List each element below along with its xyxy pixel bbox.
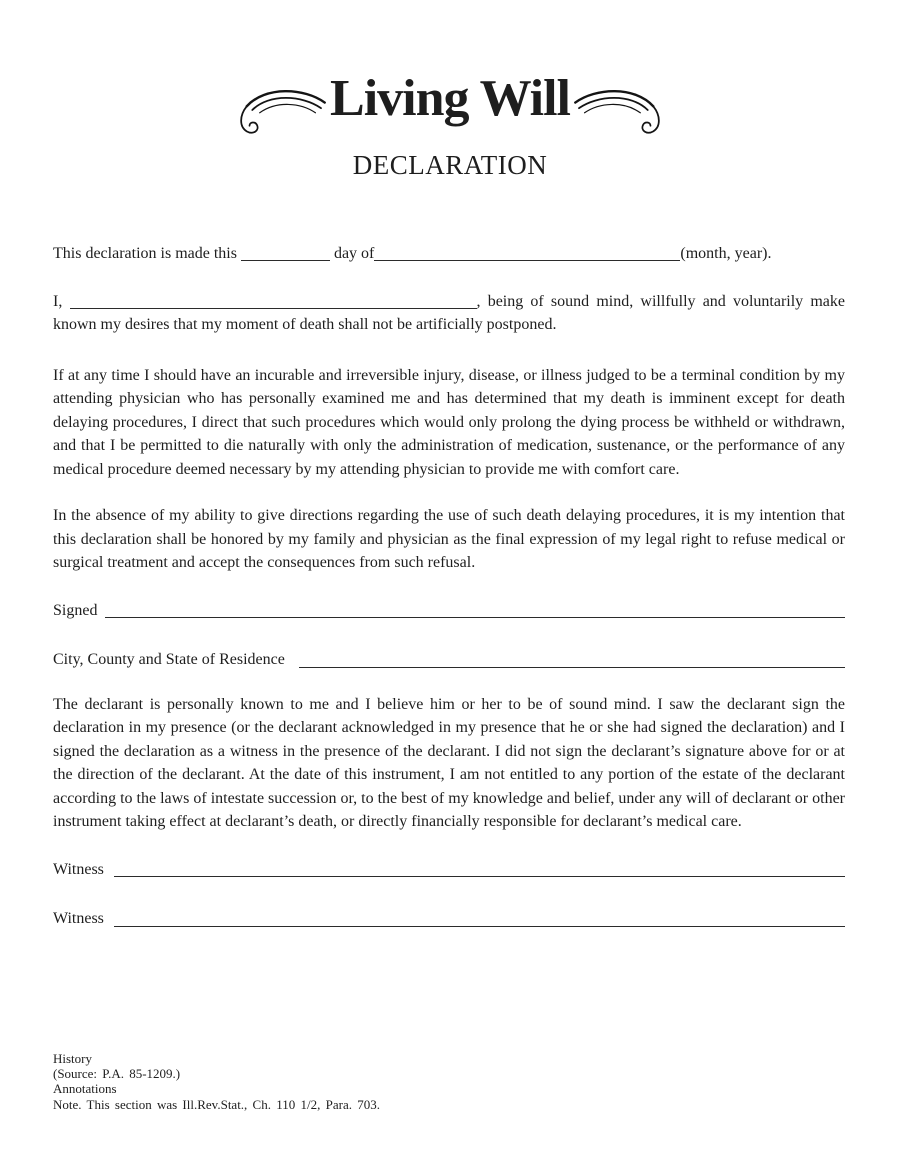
month-year-blank[interactable] (374, 248, 680, 261)
declarant-clause-text: , being of sound mind, willfully and voluntarily make known my desires that my moment of death shall not be artificially postponed. (53, 292, 846, 333)
document-title: Living Will (330, 70, 570, 127)
witness-1-blank[interactable] (114, 858, 845, 878)
footnotes (53, 1051, 845, 1113)
declarant-clause (53, 290, 845, 337)
witness-2-row (53, 907, 845, 931)
note-line: Note. This section was Ill.Rev.Stat., Ch. 110 1/2, Para. 703. (53, 1096, 380, 1112)
title-row (0, 68, 900, 132)
date-line-text-2: day of (333, 245, 375, 262)
witness-1-row (53, 858, 845, 882)
signed-blank[interactable] (105, 599, 845, 619)
document-body (0, 242, 900, 1112)
signed-row (53, 599, 845, 623)
history-heading: History (53, 1050, 92, 1066)
document-header (0, 0, 900, 181)
flourish-left-ornament (236, 84, 328, 136)
residence-blank[interactable] (299, 648, 845, 668)
witness-statement-paragraph: The declarant is personally known to me and I believe him or her to be of sound mind. I saw the declarant sign the declaration in my presence (or the declarant acknowledged in my presence that he or she had signed the declaration) and I signed the declaration as a witness in the presence of the declarant. I did not sign the declarant’s signature above for or at the direction of the declarant. At the date of this instrument, I am not entitled to any portion of the estate of the declarant according to the laws of intestate succession or, to the best of my knowledge and belief, under any will of declarant or other instrument taking effect at declarant’s death, or directly financially responsible for declarant’s medical care. (53, 695, 845, 830)
terminal-condition-paragraph: If at any time I should have an incurable and irreversible injury, disease, or illness judged to be a terminal condition by my attending physician who has personally examined me and has determined that my death is imminent except for death delaying procedures, I direct that such procedures which would only prolong the dying process be withheld or withdrawn, and that I be permitted to die naturally with only the administration of medication, sustenance, or the performance of any medical procedure deemed necessary by my attending physician to provide me with comfort care. (53, 366, 845, 478)
date-line-text-3: (month, year). (680, 245, 772, 262)
signed-label: Signed (53, 601, 98, 619)
document-subtitle: DECLARATION (352, 150, 548, 180)
residence-row (53, 648, 845, 672)
witness-1-label: Witness (53, 860, 104, 878)
declarant-name-blank[interactable] (70, 296, 477, 309)
intention-paragraph: In the absence of my ability to give directions regarding the use of such death delaying procedures, it is my intention that this declaration shall be honored by my family and physician as the final expression of my legal right to refuse medical or surgical treatment and accept the consequences from such refusal. (53, 507, 845, 571)
declarant-clause-prefix: I, (53, 292, 63, 310)
witness-2-label: Witness (53, 910, 104, 927)
date-line-text: This declaration is made this (53, 245, 237, 262)
date-line (53, 242, 845, 266)
annotations-heading: Annotations (53, 1081, 117, 1097)
day-blank[interactable] (241, 248, 330, 261)
source-line: (Source: P.A. 85-1209.) (53, 1065, 181, 1081)
flourish-right-ornament (572, 84, 664, 136)
witness-2-blank[interactable] (114, 907, 845, 927)
residence-label: City, County and State of Residence (53, 651, 285, 668)
